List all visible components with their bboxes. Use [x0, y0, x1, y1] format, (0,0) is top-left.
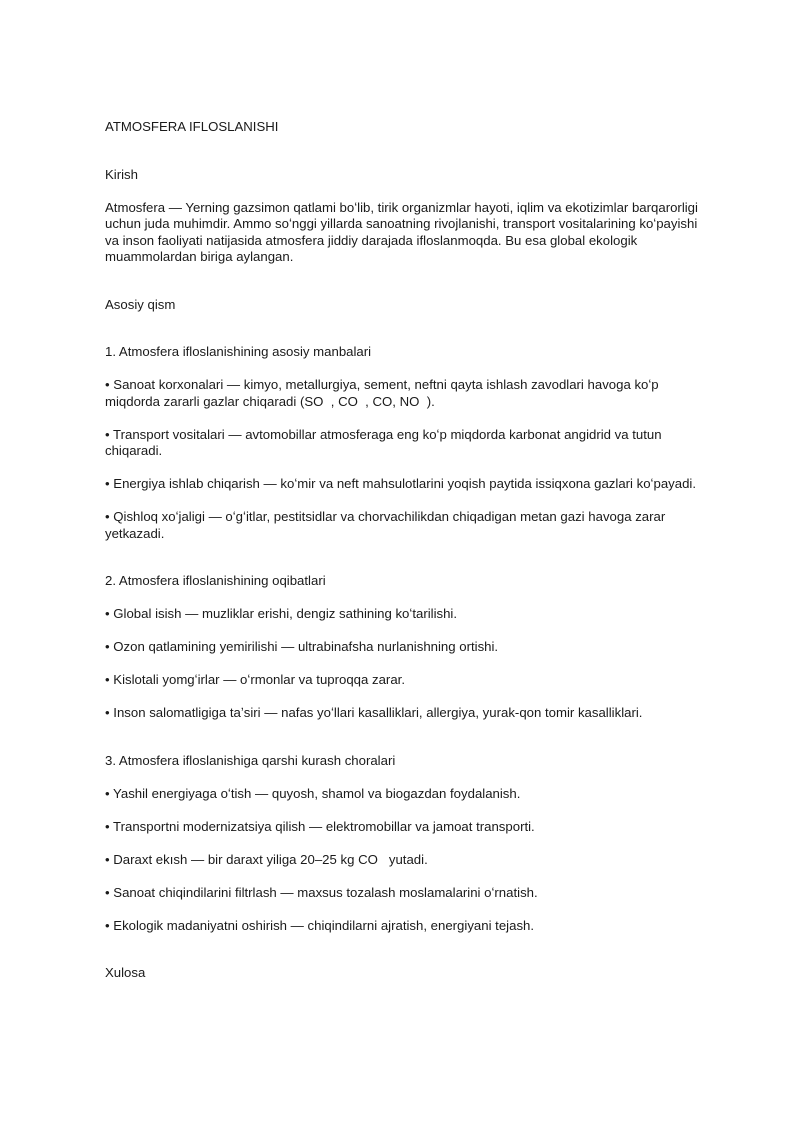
heading-kurash-choralari: 3. Atmosfera ifloslanishiga qarshi kurash choralari	[105, 752, 396, 768]
bullet-sanoat-korxonalari: • Sanoat korxonalari — kimyo, metallurgiya, sement, neftni qayta ishlash zavodlari havoga koʻp miqdorda zararli gazlar chiqaradi (SO , CO , CO, NO ).	[105, 377, 663, 409]
bullet-energiya-ishlab-chiqarish: • Energiya ishlab chiqarish — koʻmir va neft mahsulotlarini yoqish paytida issiqxona gazlari koʻpayadi.	[105, 476, 697, 491]
bullet-global-isish: • Global isish — muzliklar erishi, dengiz sathining koʻtarilishi.	[105, 606, 458, 621]
intro-paragraph: Atmosfera — Yerning gazsimon qatlami boʻlib, tirik organizmlar hayoti, iqlim va ekotizimlar barqarorligi uchun juda muhimdir. Ammo soʻnggi yillarda sanoatning rivojlanishi, transport vositalarining koʻpayishi va inson faoliyati natijasida atmosfera jiddiy darajada ifloslanmoqda. Bu esa global ekologik muammolardan biriga aylangan.	[105, 199, 702, 264]
bullet-inson-salomatligi: • Inson salomatligiga taʼsiri — nafas yoʻllari kasalliklari, allergiya, yurak-qon tomir kasalliklari.	[105, 705, 643, 720]
bullet-transport-modernizatsiya: • Transportni modernizatsiya qilish — elektromobillar va jamoat transporti.	[105, 818, 535, 834]
bullet-qishloq-xojaligi: • Qishloq xoʻjaligi — oʻgʻitlar, pestitsidlar va chorvachilikdan chiqadigan metan gazi havoga zarar yetkazadi.	[105, 509, 669, 541]
heading-asosiy-manbalari: 1. Atmosfera ifloslanishining asosiy manbalari	[105, 344, 372, 359]
bullet-ekologik-madaniyat: • Ekologik madaniyatni oshirish — chiqindilarni ajratish, energiyani tejash.	[105, 917, 535, 933]
bullet-kislotali-yomgirlar: • Kislotali yomgʻirlar — oʻrmonlar va tuproqqa zarar.	[105, 672, 405, 687]
bullet-yashil-energiya: • Yashil energiyaga oʻtish — quyosh, shamol va biogazdan foydalanish.	[105, 785, 521, 801]
bullet-sanoat-filtrlash: • Sanoat chiqindilarini filtrlash — maxsus tozalash moslamalarini oʻrnatish.	[105, 884, 538, 900]
heading-oqibatlari: 2. Atmosfera ifloslanishining oqibatlari	[105, 573, 326, 588]
bullet-transport-vositalari: • Transport vositalari — avtomobillar atmosferaga eng koʻp miqdorda karbonat angidrid va tutun chiqaradi.	[105, 426, 666, 458]
bullet-daraxt-ekish: • Daraxt ekısh — bir daraxt yiliga 20–25 kg CO yutadi.	[105, 851, 428, 867]
section-heading-kirish: Kirish	[105, 166, 138, 182]
section-heading-xulosa: Xulosa	[105, 965, 146, 980]
document-title: ATMOSFERA IFLOSLANISHI	[105, 119, 279, 134]
bullet-ozon-qatlami: • Ozon qatlamining yemirilishi — ultrabinafsha nurlanishning ortishi.	[105, 639, 499, 654]
section-heading-asosiy-qism: Asosiy qism	[105, 296, 176, 312]
